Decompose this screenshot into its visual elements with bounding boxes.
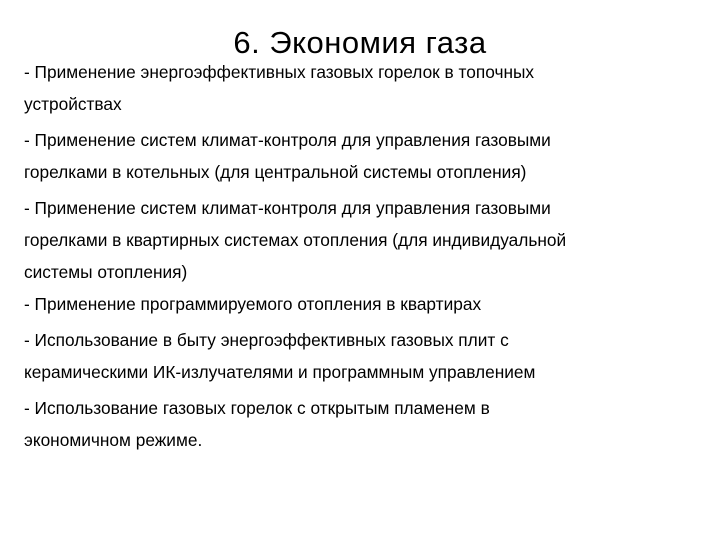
- bullet-line: системы отопления): [24, 262, 188, 282]
- bullet-item: [24, 56, 704, 120]
- bullet-line: - Применение систем климат-контроля для управления газовыми: [24, 130, 551, 150]
- bullet-line: устройствах: [24, 94, 122, 114]
- bullet-item: [24, 192, 704, 288]
- bullet-line: горелками в котельных (для центральной системы отопления): [24, 162, 527, 182]
- bullet-item: [24, 288, 704, 320]
- bullet-line: - Применение систем климат-контроля для управления газовыми: [24, 198, 551, 218]
- bullet-item: [24, 324, 704, 388]
- bullet-line: - Применение программируемого отопления в квартирах: [24, 294, 482, 314]
- bullet-line: горелками в квартирных системах отопления (для индивидуальной: [24, 230, 567, 250]
- bullet-item: [24, 392, 704, 456]
- bullet-line: экономичном режиме.: [24, 430, 203, 450]
- slide-title: 6. Экономия газа: [233, 25, 487, 60]
- bullet-list: [24, 56, 704, 456]
- bullet-line: керамическими ИК-излучателями и программным управлением: [24, 362, 536, 382]
- bullet-line: - Использование в быту энергоэффективных газовых плит с: [24, 330, 509, 350]
- bullet-item: [24, 124, 704, 188]
- bullet-line: - Использование газовых горелок с открытым пламенем в: [24, 398, 490, 418]
- bullet-line: - Применение энергоэффективных газовых горелок в топочных: [24, 62, 535, 82]
